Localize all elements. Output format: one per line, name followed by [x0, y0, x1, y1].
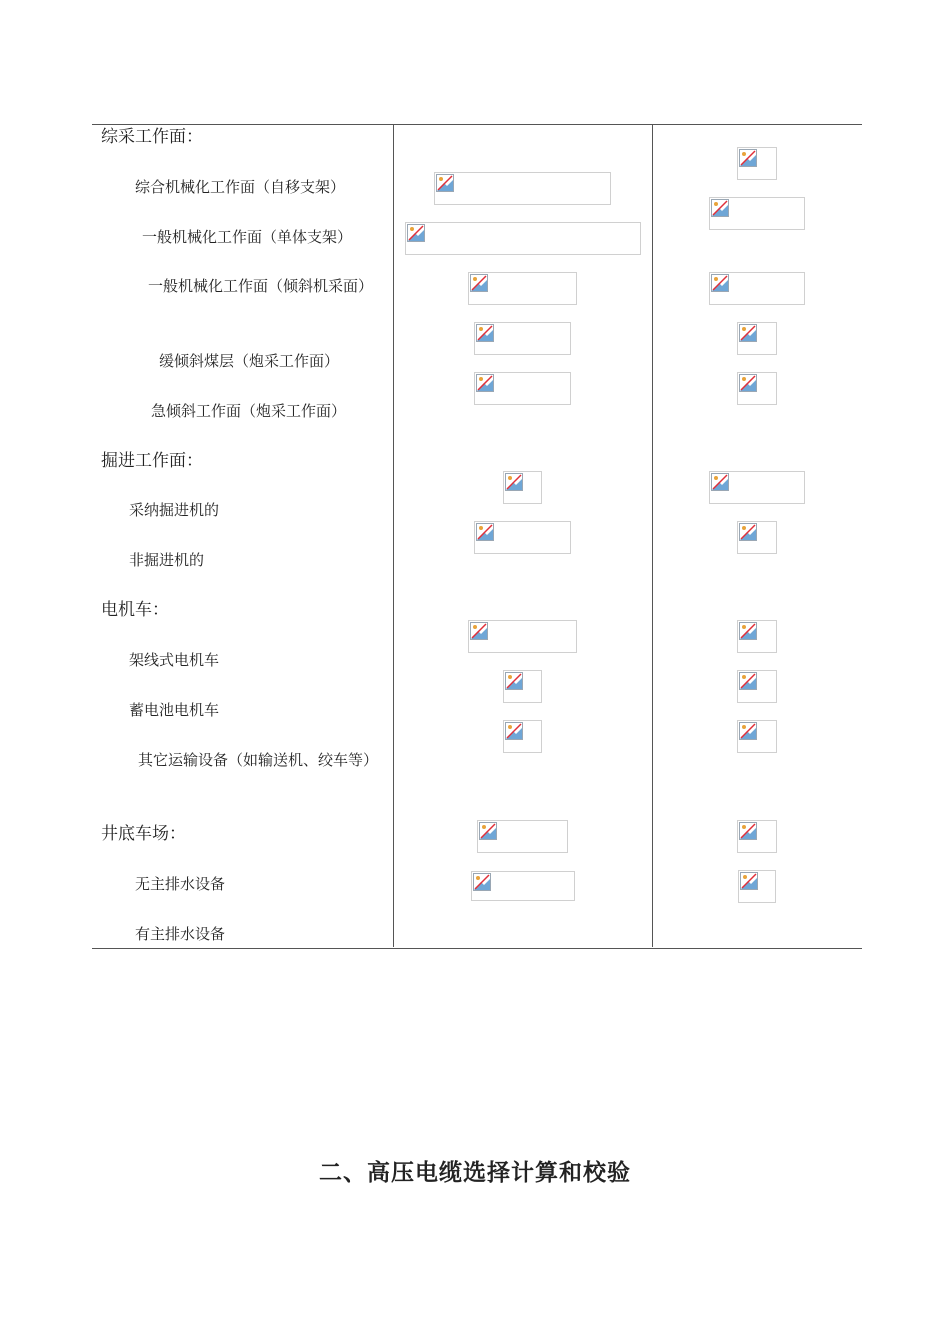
formula-image-col2 — [737, 720, 777, 753]
broken-image-icon — [739, 622, 757, 640]
column-divider-1 — [393, 124, 394, 947]
column-divider-2 — [652, 124, 653, 947]
broken-image-icon — [739, 722, 757, 740]
formula-image-col2 — [709, 197, 805, 230]
broken-image-icon — [476, 374, 494, 392]
row-label: 有主排水设备 — [135, 925, 226, 943]
formula-image-col2 — [709, 471, 805, 504]
row-label-section: 井底车场： — [101, 824, 186, 844]
broken-image-icon — [739, 822, 757, 840]
row-label-section: 掘进工作面： — [101, 451, 203, 471]
broken-image-icon — [436, 174, 454, 192]
row-label: 缓倾斜煤层（炮采工作面） — [159, 352, 340, 370]
broken-image-icon — [739, 374, 757, 392]
formula-image-col1 — [434, 172, 611, 205]
formula-image-col1 — [503, 720, 542, 753]
broken-image-icon — [476, 523, 494, 541]
row-label: 急倾斜工作面（炮采工作面） — [151, 402, 347, 420]
formula-image-col2 — [737, 670, 777, 703]
broken-image-icon — [711, 199, 729, 217]
formula-image-col1 — [468, 620, 577, 653]
broken-image-icon — [739, 672, 757, 690]
formula-image-col1 — [474, 372, 571, 405]
formula-image-col1 — [405, 222, 641, 255]
formula-image-col2 — [737, 322, 777, 355]
formula-image-col2 — [737, 620, 777, 653]
formula-image-col2 — [737, 820, 777, 853]
broken-image-icon — [711, 274, 729, 292]
broken-image-icon — [470, 274, 488, 292]
broken-image-icon — [740, 872, 758, 890]
broken-image-icon — [739, 523, 757, 541]
broken-image-icon — [479, 822, 497, 840]
row-label: 综合机械化工作面（自移支架） — [135, 178, 346, 196]
formula-image-col2 — [737, 147, 777, 180]
broken-image-icon — [505, 473, 523, 491]
formula-image-col1 — [477, 820, 568, 853]
row-label-section: 综采工作面： — [101, 127, 203, 147]
broken-image-icon — [739, 324, 757, 342]
row-label-section: 电机车： — [101, 600, 169, 620]
formula-image-col1 — [503, 471, 542, 504]
row-label: 架线式电机车 — [129, 651, 220, 669]
broken-image-icon — [473, 873, 491, 891]
formula-image-col2 — [737, 372, 777, 405]
formula-image-col2 — [738, 870, 776, 903]
row-label: 采纳掘进机的 — [129, 501, 220, 519]
row-label: 其它运输设备（如输送机、绞车等） — [138, 751, 379, 769]
formula-image-col1 — [474, 521, 571, 554]
row-label: 无主排水设备 — [135, 875, 226, 893]
formula-image-col1 — [468, 272, 577, 305]
row-label: 蓄电池电机车 — [129, 701, 220, 719]
broken-image-icon — [476, 324, 494, 342]
broken-image-icon — [505, 672, 523, 690]
formula-image-col1 — [471, 871, 575, 901]
broken-image-icon — [407, 224, 425, 242]
formula-image-col1 — [474, 322, 571, 355]
row-label: 非掘进机的 — [129, 551, 205, 569]
section-heading: 二、高压电缆选择计算和校验 — [319, 1160, 631, 1186]
broken-image-icon — [470, 622, 488, 640]
broken-image-icon — [739, 149, 757, 167]
formula-image-col2 — [737, 521, 777, 554]
row-label: 一般机械化工作面（单体支架） — [142, 228, 353, 246]
broken-image-icon — [711, 473, 729, 491]
row-label: 一般机械化工作面（倾斜机采面） — [148, 277, 374, 295]
formula-image-col2 — [709, 272, 805, 305]
formula-image-col1 — [503, 670, 542, 703]
broken-image-icon — [505, 722, 523, 740]
